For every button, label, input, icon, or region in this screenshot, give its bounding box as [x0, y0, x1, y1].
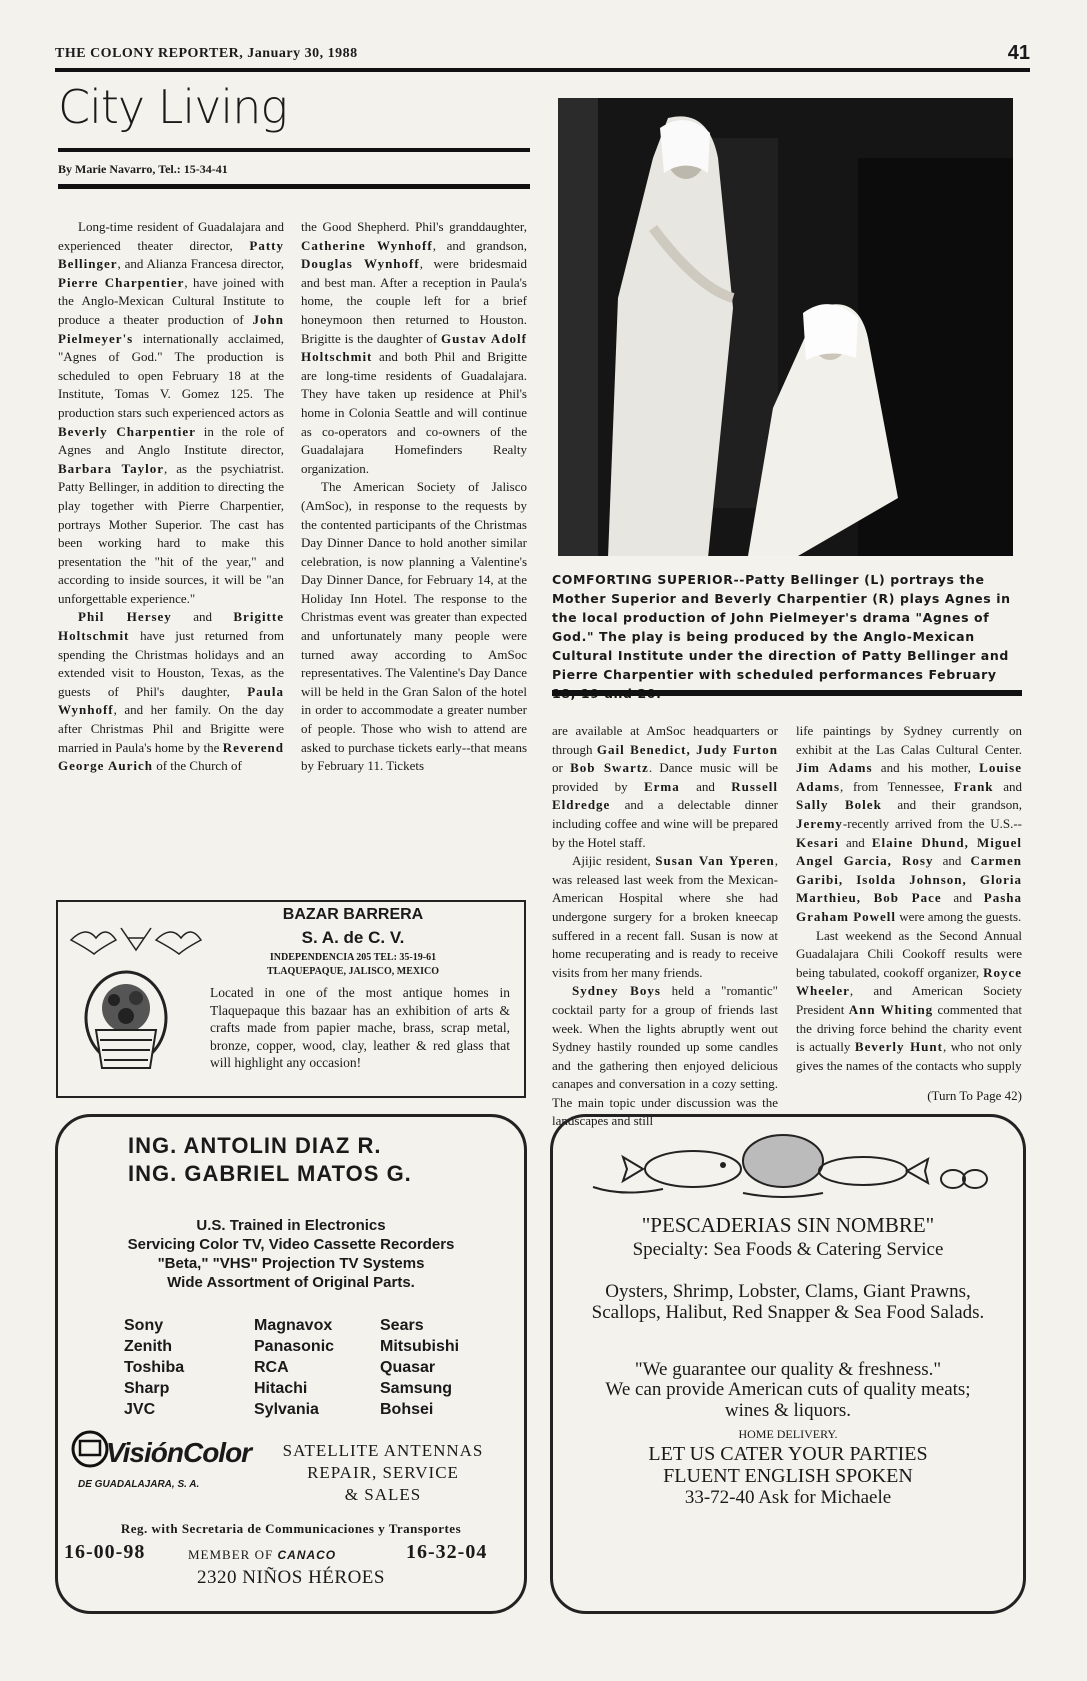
person-name: Gustav Adolf Holtschmit — [301, 330, 527, 365]
section-rule-top — [58, 148, 530, 152]
brand-item: JVC — [124, 1401, 156, 1418]
brand-item: Bohsei — [380, 1401, 434, 1418]
bazaar-description: Located in one of the most antique homes in Tlaquepaque this bazaar has an exhibition of arts & crafts made from papier mache, brass, scrap metal, bronze, copper, wood, clay, leather & red glass that will highlight any occasion! — [210, 985, 510, 1070]
article-paragraph: Sydney Boys held a "romantic" cocktail party for a group of friends last week. When the lights abruptly went out Sydney hastily rounded up some candles and the gathering then enjoyed delicious canapes and conversation in a cozy setting. The main topic under discussion was the landscapes and still — [552, 983, 778, 1129]
photo-caption: COMFORTING SUPERIOR--Patty Bellinger (L) portrays the Mother Superior and Beverly Charpentier (R) plays Agnes in the local production of John Pielmeyer's drama "Agnes of God." The play is being produced by the Anglo-Mexican Cultural Institute under the direction of Patty Bellinger and Pierre Charpentier with scheduled performances February — [552, 572, 1011, 682]
theater-photo — [558, 98, 1013, 556]
person-name: Sydney Boys — [572, 983, 661, 999]
brand-item: Hitachi — [254, 1380, 308, 1397]
service-line-3: & SALES — [344, 1485, 422, 1504]
canaco-logo: CANACO — [277, 1548, 337, 1562]
person-name: Carmen Garibi, Isolda Johnson, Gloria Marthieu, Bob Pace — [796, 853, 1022, 906]
bazaar-name: BAZAR BARRERA — [282, 906, 424, 923]
logo-subtitle: DE GUADALAJARA, S. A. — [78, 1479, 200, 1490]
electronics-service-ad — [55, 1114, 527, 1614]
home-delivery: HOME DELIVERY. — [738, 1427, 838, 1441]
pescaderias-ad — [550, 1114, 1026, 1614]
person-name: Sally Bolek — [796, 797, 882, 813]
person-name: Phil Hersey — [78, 609, 172, 625]
service-line-1: SATELLITE ANTENNAS — [282, 1441, 484, 1460]
section-title: City Living — [58, 80, 287, 134]
brand-item: Sharp — [124, 1380, 170, 1397]
brand-item: Panasonic — [254, 1338, 335, 1355]
publication-dateline: THE COLONY REPORTER, January 30, 1988 — [55, 46, 358, 61]
article-column-4 — [796, 722, 1022, 1106]
registration-line: Reg. with Secretaria de Communicaciones y Transportes — [120, 1521, 462, 1536]
brand-item: Quasar — [380, 1359, 436, 1376]
person-name: Bob Swartz — [570, 760, 649, 776]
nuns-photo-illustration — [558, 98, 1013, 556]
seafood-items: Oysters, Shrimp, Lobster, Clams, Giant Prawns, Scallops, Halibut, Red Snapper & Sea Food Salads. — [591, 1281, 985, 1323]
seafood-illustration — [583, 1127, 993, 1207]
ad-line-3: "Beta," "VHS" Projection TV Systems — [157, 1255, 425, 1272]
member-of-label — [188, 1547, 336, 1563]
brand-item: Sony — [124, 1317, 164, 1334]
brand-item: Sylvania — [254, 1401, 319, 1418]
person-name: Pierre Charpentier — [58, 274, 185, 290]
bazaar-barrera-ad — [56, 900, 526, 1098]
brand-item: Toshiba — [124, 1359, 185, 1376]
person-name: Beverly Hunt — [854, 1039, 943, 1055]
quality-quote: "We guarantee our quality & freshness." — [634, 1359, 942, 1380]
person-name: Royce Wheeler — [796, 964, 1022, 999]
person-name: Patty Bellinger — [58, 237, 284, 272]
article-paragraph: Last weekend as the Second Annual Guadalajara Chili Cookoff results were being tabulated, cookoff organizer, Royce Wheeler, and American Society President Ann Whiting commented that the driving force behind the charity event is actually Beverly Hunt, who not only gives the names of the contacts who supply — [796, 927, 1022, 1073]
engineer-name-2: ING. GABRIEL MATOS G. — [128, 1161, 412, 1186]
bazaar-address-2: TLAQUEPAQUE, JALISCO, MEXICO — [266, 966, 440, 977]
brand-item: Magnavox — [254, 1317, 333, 1334]
doves-icon — [66, 920, 206, 960]
bazaar-address-1: INDEPENDENCIA 205 TEL: 35-19-61 — [269, 952, 437, 963]
person-name: Frank — [953, 778, 994, 794]
brand-item: Zenith — [124, 1338, 172, 1355]
brands-column-2 — [254, 1315, 334, 1420]
brand-item: Samsung — [380, 1380, 453, 1397]
person-name: Douglas Wynhoff — [301, 256, 420, 272]
logo-wordmark: VisiónColor — [106, 1437, 252, 1468]
member-text: MEMBER OF — [188, 1547, 274, 1562]
shop-address: 2320 NIÑOS HÉROES — [197, 1567, 385, 1588]
flower-basket-icon — [78, 968, 174, 1078]
caption-rule — [552, 690, 1022, 696]
person-name: Beverly Charpentier — [58, 423, 196, 439]
article-column-2 — [301, 218, 527, 776]
article-paragraph: The American Society of Jalisco (AmSoc), in response to the requests by the contented participants of the Christmas Day Dinner Dance to hold another similar celebration, is now planning a Valentine's Day Dinner Dance, for February 14, at the Holiday Inn Hotel. The response to the Christmas event was greater than expected and unfortunately many people were turned away according to AmSoc representatives. The Valentine's Day Dance will be held in the Gran Salon of the hotel in order to accommodate a greater number of people. Those who wish to attend are asked to purchase tickets early--that means by February 11. Tickets — [301, 479, 527, 774]
person-name: Erma — [643, 778, 680, 794]
article-paragraph: Phil Hersey and Brigitte Holtschmit have just returned from spending the Christmas holidays and an extended visit to Houston, Texas, as the guests of Phil's daughter, Paula Wynhoff, and her family. On the day after Christmas Phil and Brigitte were married in Paula's home by the Reverend George Aurich of the Church of — [58, 609, 284, 774]
person-name: Russell Eldredge — [552, 778, 778, 813]
vision-color-logo — [70, 1429, 270, 1509]
bazaar-company: S. A. de C. V. — [301, 928, 405, 947]
article-paragraph: Long-time resident of Guadalajara and experienced theater director, Patty Bellinger, and Alianza Francesa director, Pierre Charpentier, have joined with the Anglo-Mexican Cultural Institute to produce a theater production of John Pielmeyer's internationally acclaimed, "Agnes of God." The production is scheduled to open February 18 at the Institute, Tomas V. Gomez 125. The production stars such experienced actors as Beverly Charpentier in the role of Agnes and Anglo Institute director, Barbara Taylor, as the psychiatrist. Patty Bellinger, in addition to directing the play together with Pierre Charpentier, portrays Mother Superior. The cast has been working hard to make this presentation the "hit of the year," and according to inside sources, it will be "an unforgettable experience." — [58, 219, 284, 606]
person-name: Susan Van Yperen — [655, 853, 775, 869]
person-name: Paula Wynhoff — [58, 683, 284, 718]
article-paragraph: Ajijic resident, Susan Van Yperen, was released last week from the Mexican-American Hospital where she had undergone surgery for a broken kneecap suffered in a recent fall. Susan is now at home recuperating and is ready to receive visits from her many friends. — [552, 853, 778, 980]
article-paragraph: are available at AmSoc headquarters or through Gail Benedict, Judy Furton or Bob Swartz. Dance music will be provided by Erma and Russell Eldredge and a delectable dinner including coffee and wine will be prepared by the Hotel staff. — [552, 723, 778, 850]
person-name: Barbara Taylor — [58, 460, 165, 476]
masthead-rule — [55, 68, 1030, 72]
shop-name: "PESCADERIAS SIN NOMBRE" — [641, 1213, 935, 1237]
brands-column-3 — [380, 1315, 459, 1420]
article-column-3 — [552, 722, 778, 1131]
tv-logo-icon — [70, 1429, 110, 1469]
contact-line: 33-72-40 Ask for Michaele — [684, 1487, 892, 1508]
brands-column-1 — [124, 1315, 184, 1420]
person-name: Jeremy — [796, 815, 843, 831]
phone-2: 16-32-04 — [406, 1541, 488, 1563]
person-name: Gail Benedict, Judy Furton — [596, 741, 778, 757]
ad-line-4: Wide Assortment of Original Parts. — [167, 1274, 415, 1291]
person-name: Pasha Graham Powell — [796, 890, 1022, 924]
person-name: John Pielmeyer's — [58, 311, 284, 346]
engineer-name-1: ING. ANTOLIN DIAZ R. — [128, 1133, 382, 1158]
person-name: Elaine Dhund, Miguel Angel Garcia, Rosy — [796, 834, 1022, 869]
article-paragraph: the Good Shepherd. Phil's granddaughter, Catherine Wynhoff, and grandson, Douglas Wynhoff, were bridesmaid and best man. After a reception in Paula's home, the couple left for a brief honeymoon then returned to Houston. Brigitte is the daughter of Gustav Adolf Holtschmit and both Phil and Brigitte are long-time residents of Guadalajara. They have taken up residence at Phil's home in Colonia Seattle and will continue as co-operators and co-owners of the Guadalajara Homefinders Realty organization. — [301, 219, 527, 476]
article-column-1 — [58, 218, 284, 776]
person-name: Jim Adams — [796, 760, 873, 776]
person-name: Brigitte Holtschmit — [58, 609, 284, 644]
english-line: FLUENT ENGLISH SPOKEN — [663, 1465, 913, 1487]
person-name: Catherine Wynhoff — [301, 237, 433, 253]
person-name: Kesari — [796, 834, 839, 850]
brand-item: RCA — [254, 1359, 289, 1376]
cater-line: LET US CATER YOUR PARTIES — [648, 1443, 928, 1465]
person-name: Ann Whiting — [848, 1001, 934, 1017]
phone-1: 16-00-98 — [64, 1541, 146, 1563]
person-name: Reverend George Aurich — [58, 739, 284, 774]
brand-item: Mitsubishi — [380, 1338, 460, 1355]
service-line-2: REPAIR, SERVICE — [307, 1463, 459, 1482]
masthead — [55, 44, 1030, 66]
american-cuts-line: We can provide American cuts of quality meats; wines & liquors. — [605, 1379, 971, 1421]
brand-item: Sears — [380, 1317, 424, 1334]
specialty-line: Specialty: Sea Foods & Catering Service — [632, 1239, 944, 1260]
byline: By Marie Navarro, Tel.: 15-34-41 — [58, 162, 228, 176]
turn-to-page: (Turn To Page 42) — [927, 1088, 1022, 1104]
person-name: Louise Adams — [796, 760, 1022, 794]
page-number: 41 — [1007, 42, 1030, 64]
section-rule-bottom — [58, 184, 530, 189]
article-paragraph: life paintings by Sydney currently on exhibit at the Las Calas Cultural Center. Jim Adams and his mother, Louise Adams, from Tennessee, Frank and Sally Bolek and their grandson, Jeremy-recently arrived from the U.S.-- Kesari and Elaine Dhund, Miguel Angel Garcia, Rosy and Carmen Garibi, Isolda Johnson, Gloria Marthieu, Bob Pace and Pasha Graham Powell were among the guests. — [796, 723, 1022, 924]
ad-line-2: Servicing Color TV, Video Cassette Recorders — [127, 1236, 455, 1253]
ad-line-1: U.S. Trained in Electronics — [196, 1217, 386, 1234]
